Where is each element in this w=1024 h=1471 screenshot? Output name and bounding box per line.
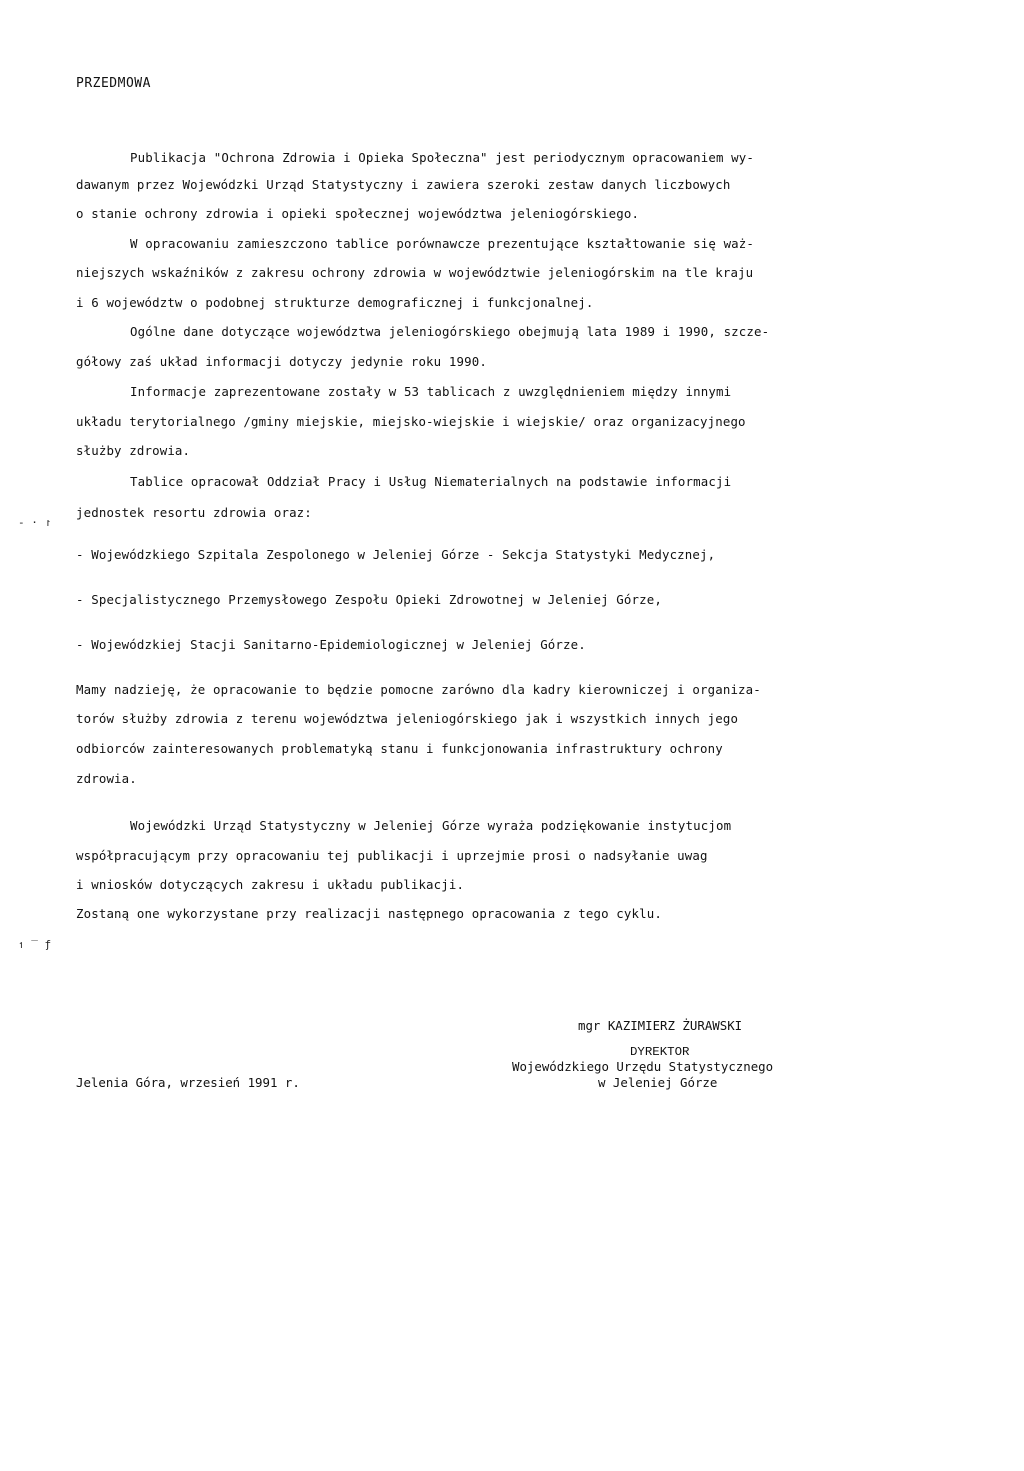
text-line: służby zdrowia.	[76, 443, 191, 458]
text-line: gółowy zaś układ informacji dotyczy jedynie roku 1990.	[76, 354, 487, 369]
text-line: i wniosków dotyczących zakresu i układu publikacji.	[76, 877, 465, 892]
signature-name: mgr KAZIMIERZ ŻURAWSKI	[578, 1018, 743, 1033]
text-line: współpracującym przy opracowaniu tej publikacji i uprzejmie prosi o nadsyłanie uwag	[76, 848, 708, 863]
text-line: Zostaną one wykorzystane przy realizacji następnego opracowania z tego cyklu.	[76, 906, 662, 921]
text-line: jednostek resortu zdrowia oraz:	[76, 505, 312, 520]
text-line: - Wojewódzkiej Stacji Sanitarno-Epidemiologicznej w Jeleniej Górze.	[76, 637, 586, 652]
page-title: PRZEDMOWA	[76, 76, 151, 91]
signature-office-line2: w Jeleniej Górze	[598, 1075, 718, 1090]
text-line: Mamy nadzieję, że opracowanie to będzie pomocne zarówno dla kadry kierowniczej i organiza-	[76, 682, 761, 697]
text-line: układu terytorialnego /gminy miejskie, miejsko-wiejskie i wiejskie/ oraz organizacyjnego	[76, 414, 746, 429]
text-line: niejszych wskaźników z zakresu ochrony zdrowia w województwie jeleniogórskim na tle kraju	[76, 265, 754, 280]
margin-mark-top: - · ↾	[18, 516, 52, 529]
text-line: W opracowaniu zamieszczono tablice porównawcze prezentujące kształtowanie się waż-	[130, 236, 755, 251]
signature-role: DYREKTOR	[630, 1045, 690, 1059]
text-line: odbiorców zainteresowanych problematyką stanu i funkcjonowania infrastruktury ochrony	[76, 741, 723, 756]
text-line: i 6 województw o podobnej strukturze demograficznej i funkcjonalnej.	[76, 295, 594, 310]
text-line: Publikacja "Ochrona Zdrowia i Opieka Społeczna" jest periodycznym opracowaniem wy-	[130, 150, 755, 165]
place-date: Jelenia Góra, wrzesień 1991 r.	[76, 1075, 300, 1090]
signature-office-line1: Wojewódzkiego Urzędu Statystycznego	[512, 1059, 774, 1074]
text-line: - Specjalistycznego Przemysłowego Zespołu Opieki Zdrowotnej w Jeleniej Górze,	[76, 592, 662, 607]
text-line: zdrowia.	[76, 771, 137, 786]
text-line: Informacje zaprezentowane zostały w 53 tablicach z uwzględnieniem między innymi	[130, 384, 732, 399]
text-line: Ogólne dane dotyczące województwa jeleniogórskiego obejmują lata 1989 i 1990, szcze-	[130, 324, 770, 339]
text-line: Tablice opracował Oddział Pracy i Usług Niematerialnych na podstawie informacji	[130, 474, 732, 489]
text-line: Wojewódzki Urząd Statystyczny w Jeleniej Górze wyraża podziękowanie instytucjom	[130, 818, 732, 833]
margin-mark-bottom: ↿ ‾ ƒ	[18, 938, 52, 951]
text-line: dawanym przez Wojewódzki Urząd Statystyczny i zawiera szeroki zestaw danych liczbowych	[76, 177, 731, 192]
text-line: - Wojewódzkiego Szpitala Zespolonego w Jeleniej Górze - Sekcja Statystyki Medycznej,	[76, 547, 716, 562]
text-line: torów służby zdrowia z terenu województwa jeleniogórskiego jak i wszystkich innych jego	[76, 711, 739, 726]
text-line: o stanie ochrony zdrowia i opieki społecznej województwa jeleniogórskiego.	[76, 206, 640, 221]
